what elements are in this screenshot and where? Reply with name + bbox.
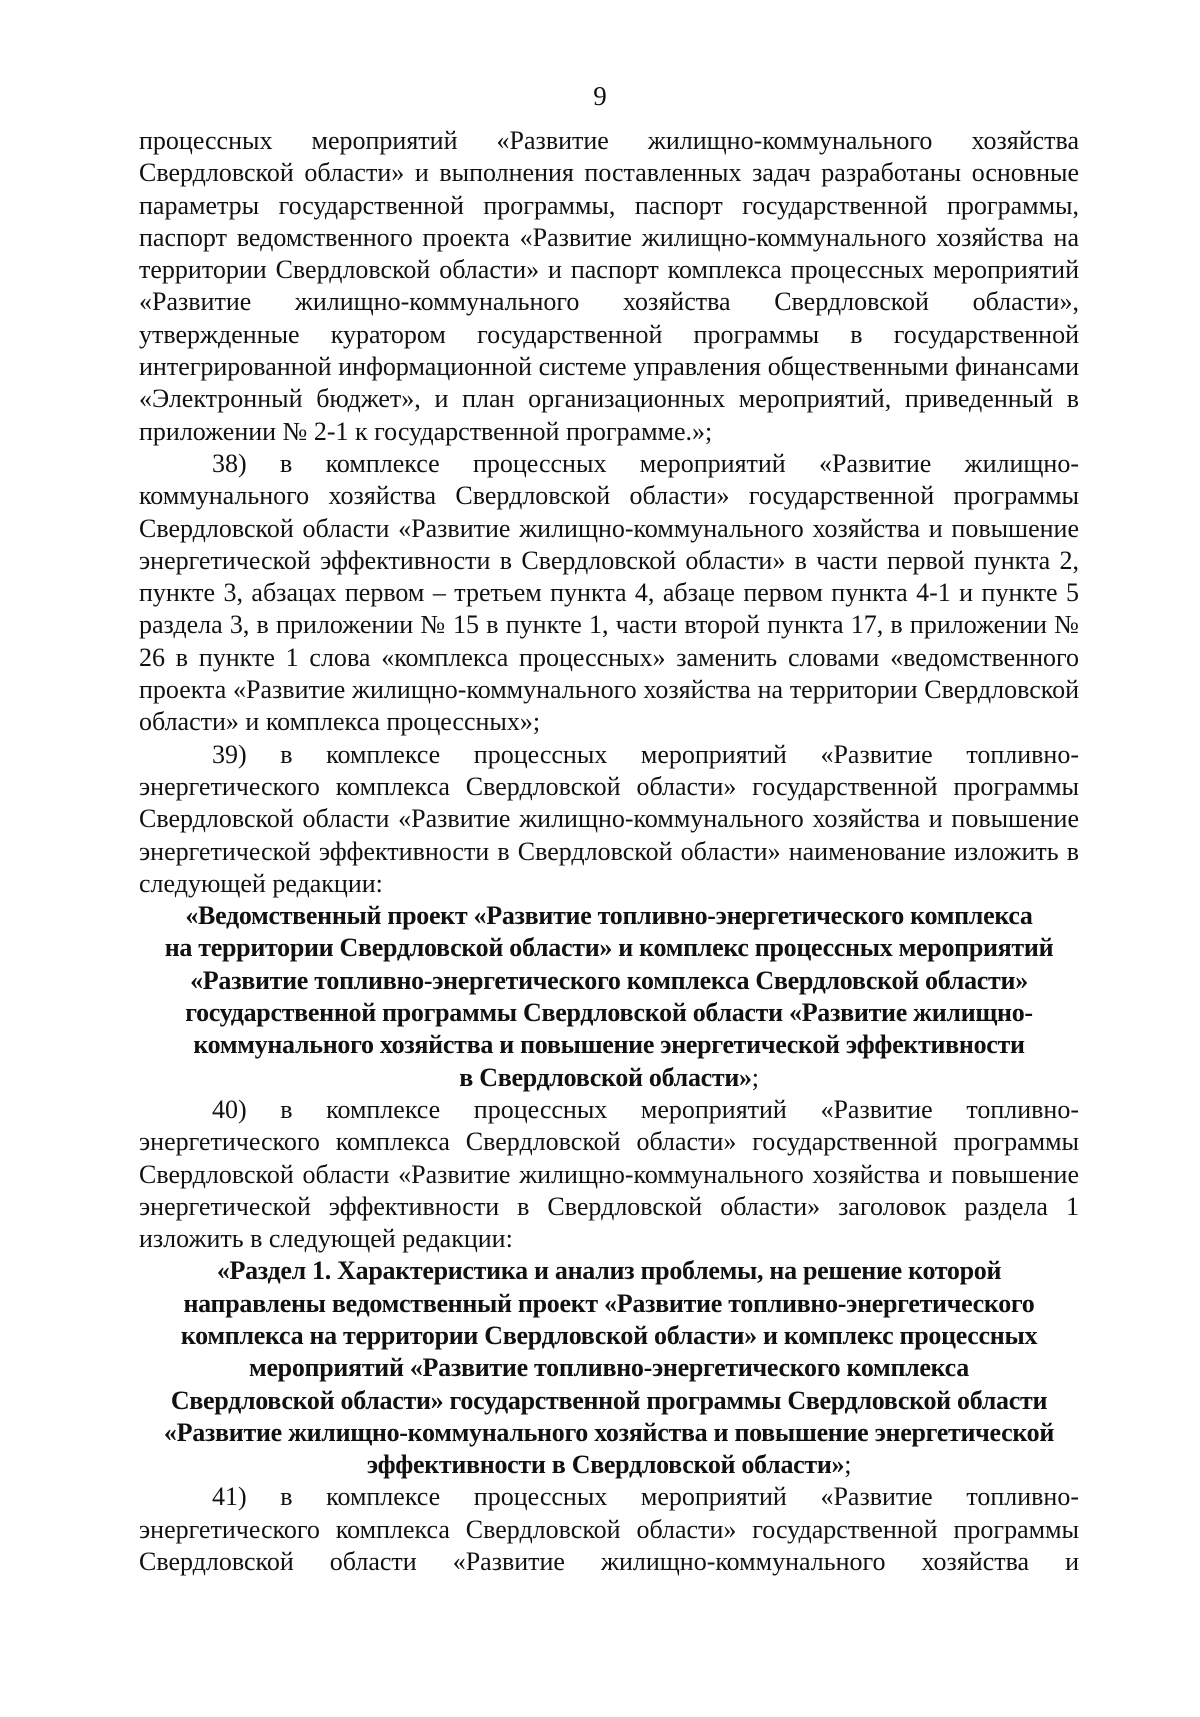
heading-line: «Ведомственный проект «Развитие топливно-энергетического комплекса (185, 901, 1033, 931)
paragraph-item-39: 39) в комплексе процессных мероприятий «Развитие топливно-энергетического комплекса Свердловской области» государственной программы Свердловской области «Развитие жилищно-коммунального хозяйства и повышение энергетической эффективности в Свердловской области» наименование изложить в следующей редакции: (139, 739, 1079, 898)
heading-new-title (139, 900, 1079, 1094)
page-number: 9 (593, 81, 607, 111)
heading-line: на территории Свердловской области» и комплекс процессных мероприятий (164, 933, 1054, 963)
paragraph-item-41: 41) в комплексе процессных мероприятий «Развитие топливно-энергетического комплекса Свердловской области» государственной программы Свердловской области «Развитие жилищно-коммунального хозяйства и (139, 1482, 1079, 1577)
heading-line: Свердловской области» государственной программы Свердловской области (170, 1385, 1048, 1415)
heading-line: направлены ведомственный проект «Развитие топливно-энергетического (183, 1288, 1035, 1318)
paragraph-item-38: 38) в комплексе процессных мероприятий «Развитие жилищно-коммунального хозяйства Свердловской области» государственной программы Свердловской области «Развитие жилищно-коммунального хозяйства и повышение энергетической эффективности в Свердловской области» в части первой пункта 2, пункте 3, абзацах первом – третьем пункта 4, абзаце первом пункта 4-1 и пункте 5 раздела 3, в приложении № 15 в пункте 1, части второй пункта 17, в приложении № 26 в пункте 1 слова «комплекса процессных» заменить словами «ведомственного проекта «Развитие жилищно-коммунального хозяйства на территории Свердловской области» и комплекса процессных»; (139, 448, 1079, 737)
paragraph-continued: процессных мероприятий «Развитие жилищно-коммунального хозяйства Свердловской области» и выполнения поставленных задач разработаны основные параметры государственной программы, паспорт государственной программы, паспорт ведомственного проекта «Развитие жилищно-коммунального хозяйства на территории Свердловской области» и паспорт комплекса процессных мероприятий «Развитие жилищно-коммунального хозяйства Свердловской области», утвержденные куратором государственной программы в государственной интегрированной информационной системе управления общественными финансами «Электронный бюджет», и план организационных мероприятий, приведенный в приложении № 2-1 к государственной программе.»; (139, 126, 1079, 446)
heading-text: эффективности в Свердловской области» (366, 1450, 845, 1480)
heading-line: коммунального хозяйства и повышение энергетической эффективности (193, 1030, 1025, 1060)
heading-punctuation: ; (844, 1450, 852, 1480)
document-body (139, 125, 1079, 1578)
heading-line: «Развитие жилищно-коммунального хозяйства и повышение энергетической (163, 1417, 1055, 1447)
heading-section-1-title (139, 1255, 1079, 1481)
heading-punctuation: ; (751, 1062, 759, 1092)
heading-line: государственной программы Свердловской области «Развитие жилищно- (185, 998, 1033, 1028)
heading-line: мероприятий «Развитие топливно-энергетического комплекса (249, 1353, 969, 1383)
heading-text: в Свердловской области» (459, 1062, 752, 1092)
heading-line: «Развитие топливно-энергетического комплекса Свердловской области» (190, 965, 1028, 995)
heading-line-last (139, 1062, 1079, 1094)
paragraph-item-40: 40) в комплексе процессных мероприятий «Развитие топливно-энергетического комплекса Свердловской области» государственной программы Свердловской области «Развитие жилищно-коммунального хозяйства и повышение энергетической эффективности в Свердловской области» заголовок раздела 1 изложить в следующей редакции: (139, 1094, 1079, 1254)
heading-line-last (139, 1449, 1079, 1481)
heading-line: комплекса на территории Свердловской области» и комплекс процессных (180, 1320, 1038, 1350)
heading-line: «Раздел 1. Характеристика и анализ проблемы, на решение которой (216, 1256, 1002, 1286)
